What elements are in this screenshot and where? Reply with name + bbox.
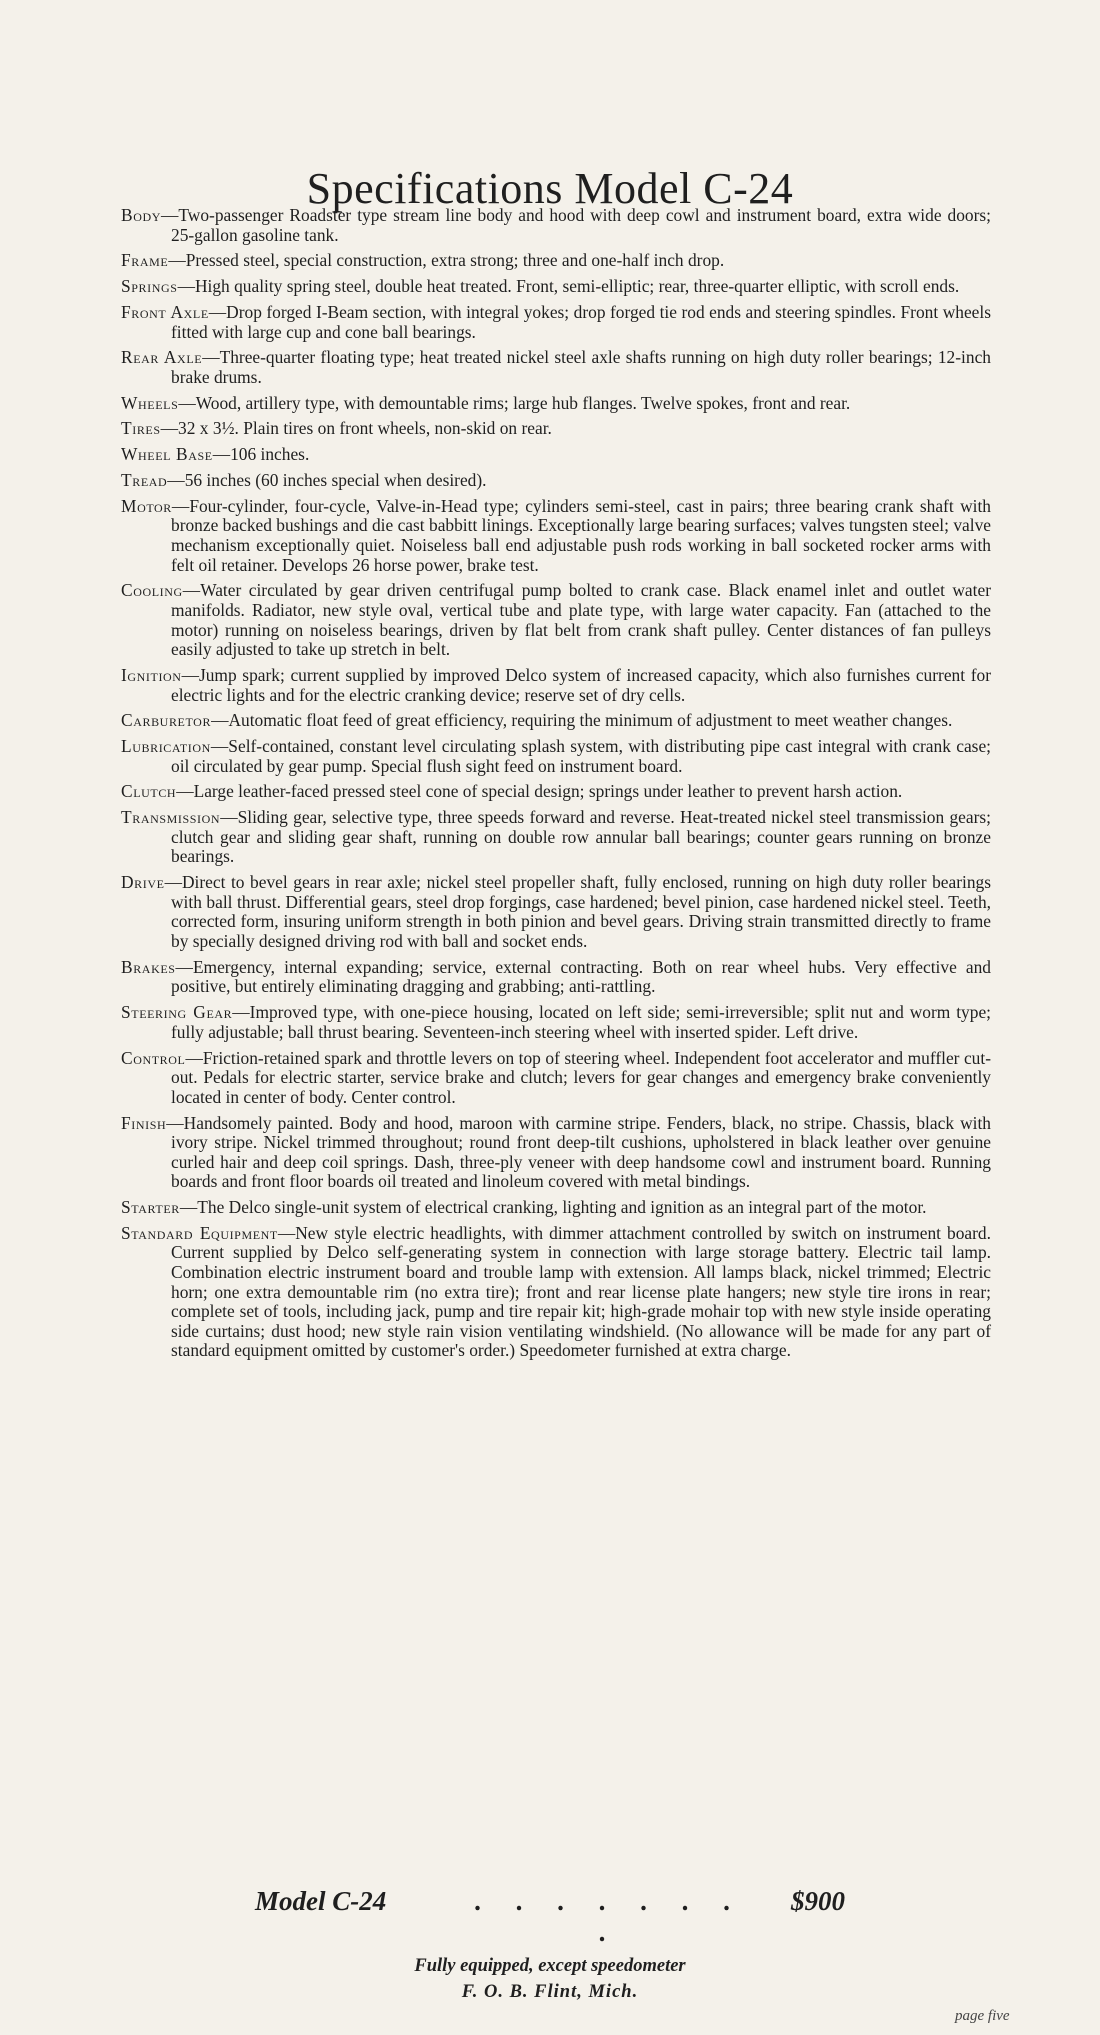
spec-text: Large leather-faced pressed steel cone of special design; springs under leather to prevent harsh action. [193,781,903,802]
price-leader-dots: . . . . . . . . [475,1886,745,1947]
spec-text: Two-passenger Roadster type stream line body and hood with deep cowl and instrument board, extra wide doors; 25-gallon gasoline tank. [171,205,991,245]
price-note: Fully equipped, except speedometer [414,1956,686,1976]
spec-text: High quality spring steel, double heat treated. Front, semi-elliptic; rear, three-quarter elliptic, with scroll ends. [194,276,960,297]
spec-dash: — [202,347,220,368]
spec-term: Lubrication [121,736,211,757]
spec-dash: — [277,1222,296,1243]
spec-dash: — [210,736,229,757]
spec-item [121,277,991,297]
spec-item [121,1003,991,1042]
spec-text: Three-quarter floating type; heat treated nickel steel axle shafts running on high duty roller bearings; 12-inch brake drums. [171,347,991,387]
spec-dash: — [177,276,195,297]
price-amount: $900 [791,1886,845,1916]
spec-item [121,737,991,776]
price-line [0,1886,1100,1948]
spec-term: Front Axle [121,301,209,322]
spec-term: Body [121,205,161,225]
spec-term: Cooling [121,580,183,601]
spec-dash: — [160,418,179,439]
spec-item [121,445,991,465]
spec-dash: — [208,301,227,322]
spec-text: Wood, artillery type, with demountable rims; large hub flanges. Twelve spokes, front and rear. [195,392,851,413]
spec-text: Self-contained, constant level circulating splash system, with distributing pipe cast integral with crank case; oil circulated by gear pump. Special flush sight feed on instrument board. [171,736,991,776]
specifications-list [121,206,991,1367]
spec-term: Drive [121,872,165,893]
spec-term: Tread [121,470,168,491]
spec-item [121,666,991,705]
spec-text: Pressed steel, special construction, extra strong; three and one-half inch drop. [185,250,725,271]
spec-item [121,1198,991,1218]
spec-text: Friction-retained spark and throttle levers on top of steering wheel. Independent foot accelerator and muffler cut-out. Pedals for electric starter, service brake and clutch; levers for gear changes and emergency brake conveniently located in center of body. Center control. [171,1047,991,1107]
spec-term: Wheel Base [121,444,213,465]
spec-term: Ignition [121,664,182,685]
spec-item [121,419,991,439]
spec-term: Clutch [121,781,177,802]
spec-text: Emergency, internal expanding; service, external contracting. Both on rear wheel hubs. Very effective and positive, but entirely eliminating dragging and grabbing; anti-rattling. [171,956,991,997]
spec-item [121,497,991,575]
page-title: Specifications Model C-24 [306,164,794,214]
page-number: page five [955,2008,1010,2024]
spec-term: Rear Axle [121,347,203,368]
spec-item [121,471,991,491]
spec-dash: — [178,392,196,413]
spec-text: Automatic float feed of great efficiency, requiring the minimum of adjustment to meet weather changes. [228,710,953,731]
spec-item [121,782,991,802]
price-fob: F. O. B. Flint, Mich. [461,1982,639,2002]
spec-item [121,348,991,387]
spec-text: Jump spark; current supplied by improved Delco system of increased capacity, which also furnishes current for electric lights and for the electric cranking device; reserve set of dry cells. [171,664,991,705]
spec-dash: — [168,250,186,271]
spec-text: 32 x 3½. Plain tires on front wheels, non-skid on rear. [178,418,552,439]
spec-term: Carburetor [121,710,212,731]
spec-text: New style electric headlights, with dimmer attachment controlled by switch on instrument board. Current supplied by Delco self-generating system in connection with large storage battery. Electric tail lamp. Combination electric instrument board and trouble lamp with extension. All lamps black, nickel trimmed; Electric horn; one extra demountable rim (no extra tire); front and rear license plate hangers; new style tire irons in rear; complete set of tools, including jack, pump and tire repair kit; high-grade mohair top with new style inside operating side curtains; dust hood; new style rain vision ventilating windshield. (No allowance will be made for any part of standard equipment omitted by customer's order.) Speedometer furnished at extra charge. [171,1222,991,1361]
spec-text: 56 inches (60 inches special when desired). [184,470,487,491]
spec-dash: — [181,664,199,685]
spec-dash: — [182,580,201,601]
spec-item [121,206,991,245]
spec-dash: — [161,205,179,225]
spec-text: Four-cylinder, four-cycle, Valve-in-Head type; cylinders semi-steel, cast in pairs; three bearing crank shaft with bronze backed bushings and die cast babbitt linings. Exceptionally large bearing surfaces; valves tungsten steel; valve mechanism exceptionally quiet. Noiseless ball end adjustable push rods working in ball socketed rocker arms with felt oil retainer. Develops 26 horse power, brake test. [171,495,991,575]
price-model-name: Model C-24 [255,1886,387,1916]
spec-item [121,251,991,271]
spec-term: Control [121,1047,186,1068]
spec-dash: — [166,1112,184,1133]
spec-term: Motor [121,495,172,516]
spec-item [121,873,991,951]
spec-dash: — [185,1047,203,1068]
spec-item [121,808,991,867]
spec-term: Tires [121,418,161,439]
spec-text: Water circulated by gear driven centrifugal pump bolted to crank case. Black enamel inlet and outlet water manifolds. Radiator, new style oval, vertical tube and plate type, with large water capacity. Fan (attached to the motor) running on noiseless bearings, driven by flat belt from crank shaft pulley. Center distances of fan pulleys easily adjusted to take up stretch in belt. [171,580,991,660]
spec-item [121,1114,991,1192]
spec-term: Starter [121,1197,180,1218]
spec-dash: — [176,781,194,802]
spec-term: Finish [121,1112,167,1133]
spec-text: Direct to bevel gears in rear axle; nickel steel propeller shaft, fully enclosed, running on high duty roller bearings with ball thrust. Differential gears, steel drop forgings, case hardened; bevel pinion, case hardened nickel steel. Teeth, corrected form, insuring uniform strength in both pinion and bevel gears. Driving strain transmitted directly to frame by specially designed driving rod with ball and socket ends. [171,872,991,951]
spec-term: Transmission [121,807,221,828]
spec-term: Steering Gear [121,1002,233,1023]
spec-item [121,581,991,659]
price-block [0,1886,1100,2003]
spec-dash: — [211,710,229,731]
spec-item [121,303,991,342]
spec-term: Standard Equipment [121,1222,278,1243]
spec-dash: — [164,872,182,893]
spec-term: Springs [121,276,178,297]
spec-dash: — [212,444,231,465]
spec-dash: — [175,956,193,977]
spec-term: Frame [121,250,169,271]
spec-text: 106 inches. [230,444,310,465]
spec-term: Wheels [121,392,179,413]
spec-dash: — [220,807,238,828]
spec-text: Improved type, with one-piece housing, located on left side; semi-irreversible; split nut and worm type; fully adjustable; ball thrust bearing. Seventeen-inch steering wheel with inserted spider. Left drive. [171,1002,991,1042]
spec-term: Brakes [121,956,176,977]
spec-dash: — [179,1197,198,1218]
spec-text: Drop forged I-Beam section, with integral yokes; drop forged tie rod ends and steering spindles. Front wheels fitted with large cup and cone ball bearings. [171,301,991,342]
spec-text: Sliding gear, selective type, three speeds forward and reverse. Heat-treated nickel steel transmission gears; clutch gear and sliding gear shaft, running on double row annular ball bearings; counter gears running on bronze bearings. [171,807,991,867]
spec-dash: — [167,470,185,491]
spec-item [121,394,991,414]
spec-item [121,1049,991,1108]
spec-dash: — [232,1002,250,1023]
spec-text: The Delco single-unit system of electrical cranking, lighting and ignition as an integral part of the motor. [197,1197,927,1218]
spec-text: Handsomely painted. Body and hood, maroon with carmine stripe. Fenders, black, no stripe. Chassis, black with ivory stripe. Nickel trimmed throughout; round front deep-tilt cushions, upholstered in black leather over genuine curled hair and deep coil springs. Dash, three-ply veneer with deep handsome cowl and instrument board. Running boards and front floor boards oil treated and linoleum covered with metal bindings. [171,1112,991,1192]
spec-dash: — [171,495,190,516]
spec-item [121,958,991,997]
spec-item [121,1224,991,1361]
spec-item [121,711,991,731]
